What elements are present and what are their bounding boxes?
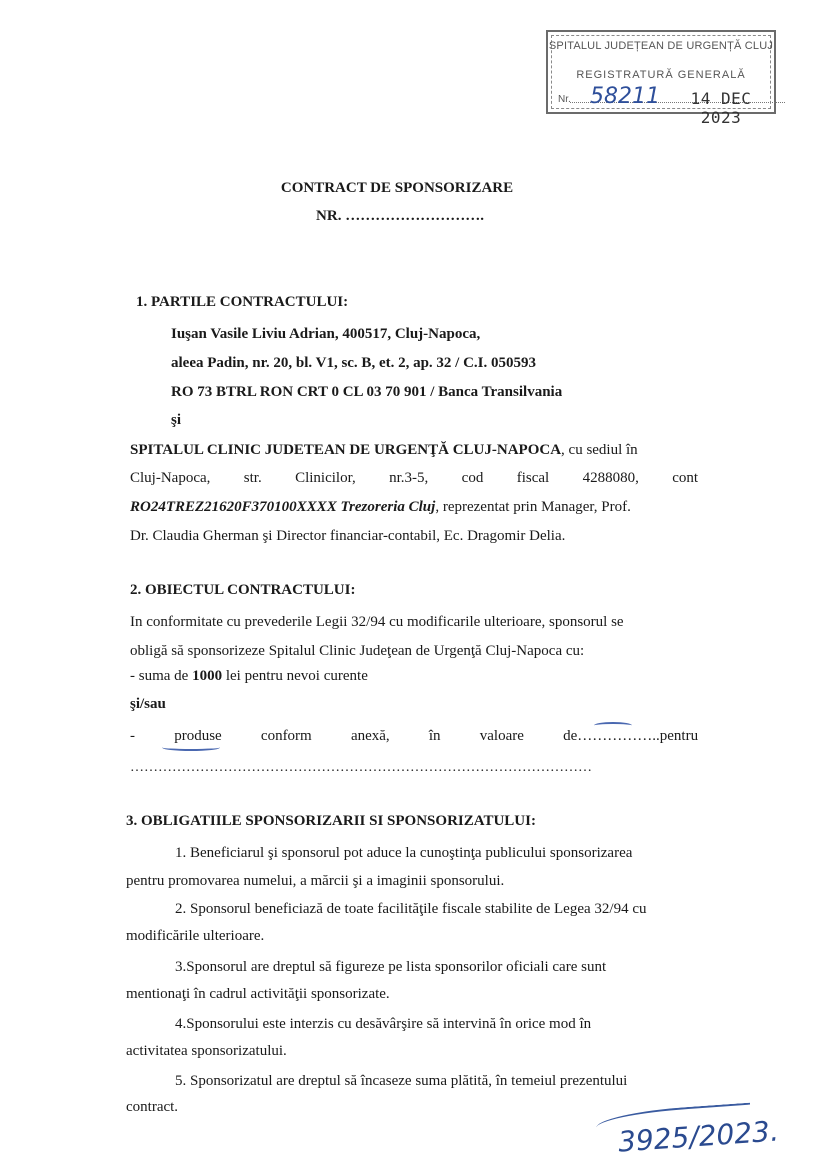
party1-and: şi: [171, 412, 182, 428]
obligation-5-line-1: 5. Sponsorizatul are dreptul să încaseze suma plătită, în temeiul prezentului: [175, 1073, 628, 1089]
party2-word: 4288080,: [582, 470, 639, 486]
obligation-2-line-2: modificările ulterioare.: [126, 928, 265, 944]
party2-word: cont: [672, 470, 699, 486]
section-1-heading: 1. PARTILE CONTRACTULUI:: [136, 294, 349, 310]
registry-stamp: [546, 30, 776, 127]
obligation-2-line-1: 2. Sponsorul beneficiază de toate facilităţile fiscale stabilite de Legea 32/94 cu: [175, 901, 647, 917]
products-word: conform: [260, 728, 312, 744]
pen-underline: [162, 744, 220, 751]
products-word: produse: [174, 728, 222, 744]
party2-word: nr.3-5,: [389, 470, 429, 486]
section-3-heading: 3. OBLIGATIILE SPONSORIZARII SI SPONSORIZATULUI:: [126, 813, 536, 829]
obligation-3-line-2: mentionaţi în cadrul activităţii sponsorizate.: [126, 986, 390, 1002]
and-or: şi/sau: [130, 696, 166, 712]
party2-line-2: [130, 470, 698, 487]
party2-line-3-rest: , reprezentat prin Manager, Prof.: [435, 499, 631, 515]
contract-number-line: NR. ……………………….: [316, 208, 484, 224]
party2-line-3: [130, 499, 631, 516]
sum-suffix: lei pentru nevoi curente: [222, 668, 368, 684]
party2-name: SPITALUL CLINIC JUDETEAN DE URGENŢĂ CLUJ-NAPOCA: [130, 442, 562, 458]
obligation-5-line-2: contract.: [126, 1099, 179, 1115]
obligation-4-line-2: activitatea sponsorizatului.: [126, 1043, 287, 1059]
handwritten-registration-number: 3925/2023.: [617, 1114, 780, 1159]
party2-word: str.: [243, 470, 262, 486]
party2-line-1: [130, 442, 638, 459]
party2-line-4: Dr. Claudia Gherman şi Director financiar-contabil, Ec. Dragomir Delia.: [130, 528, 566, 544]
sum-prefix: - suma de: [130, 668, 193, 684]
party2-iban: RO24TREZ21620F370100XXXX Trezoreria Cluj: [130, 499, 436, 515]
stamp-date: 14 DEC 2023: [690, 89, 752, 127]
party1-line-2: aleea Padin, nr. 20, bl. V1, sc. B, et. 2, ap. 32 / C.I. 050593: [171, 355, 537, 371]
stamp-nr-label: Nr.: [558, 94, 571, 105]
object-line-products: [130, 728, 698, 745]
object-line-2: obligă să sponsorizeze Spitalul Clinic Judeţean de Urgenţă Cluj-Napoca cu:: [130, 643, 585, 659]
party2-word: Cluj-Napoca,: [130, 470, 211, 486]
obligation-1-line-1: 1. Beneficiarul şi sponsorul pot aduce la cunoştinţa publicului sponsorizarea: [175, 845, 633, 861]
stamp-hospital-name: SPITALUL JUDEȚEAN DE URGENȚĂ CLUJ: [548, 40, 774, 52]
party1-line-3: RO 73 BTRL RON CRT 0 CL 03 70 901 / Banca Transilvania: [171, 384, 563, 400]
party2-line-1-rest: , cu sediul în: [561, 442, 638, 458]
party2-word: fiscal: [516, 470, 550, 486]
products-word: anexă,: [350, 728, 390, 744]
products-word: valoare: [479, 728, 524, 744]
stamp-registry-label: REGISTRATURĂ GENERALĂ: [576, 69, 746, 81]
products-word: în: [428, 728, 441, 744]
stamp-nr-value: 58211: [590, 84, 660, 109]
obligation-3-line-1: 3.Sponsorul are dreptul să figureze pe lista sponsorilor oficiali care sunt: [175, 959, 607, 975]
obligation-4-line-1: 4.Sponsorului este interzis cu desăvârşire să intervină în orice mod în: [175, 1016, 592, 1032]
party2-word: Clinicilor,: [295, 470, 356, 486]
contract-title: CONTRACT DE SPONSORIZARE: [280, 180, 514, 196]
section-2-heading: 2. OBIECTUL CONTRACTULUI:: [130, 582, 356, 598]
party1-line-1: Iuşan Vasile Liviu Adrian, 400517, Cluj-Napoca,: [171, 326, 481, 342]
object-line-1: In conformitate cu prevederile Legii 32/94 cu modificarile ulterioare, sponsorul se: [130, 614, 624, 630]
party2-word: cod: [461, 470, 484, 486]
products-word: -: [130, 728, 135, 744]
object-dots-line: ………………………………………………………………………………………: [130, 760, 592, 775]
obligation-1-line-2: pentru promovarea numelui, a mărcii şi a imaginii sponsorului.: [126, 873, 505, 889]
products-word: de……………..pentru: [563, 728, 699, 744]
sum-amount: 1000: [192, 668, 223, 684]
object-line-3: [130, 668, 368, 685]
pen-mark: [594, 722, 632, 729]
